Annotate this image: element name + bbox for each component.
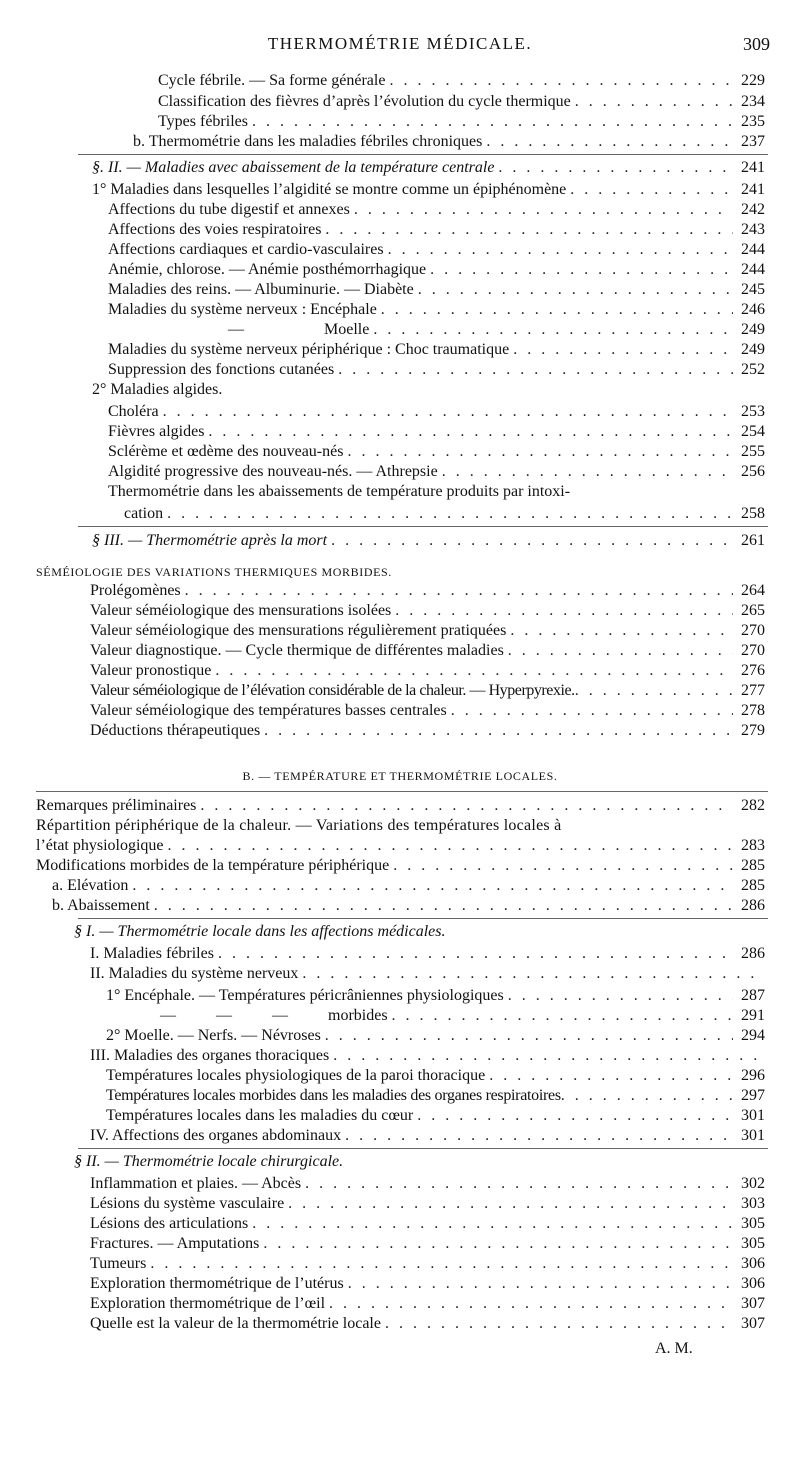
toc-entry: Algidité progressive des nouveau-nés. — Athrepsie . . . 256 [108, 462, 765, 482]
running-header [0, 34, 800, 56]
toc-entry: Anémie, chlorose. — Anémie posthémorrhagique . . . 244 [108, 260, 765, 280]
toc-entry: III. Maladies des organes thoraciques . . . [90, 1046, 765, 1066]
toc-entry: Modifications morbides de la température périphérique . . . 285 [36, 856, 765, 876]
divider [78, 918, 768, 919]
toc-entry: cation . . . 258 [124, 504, 765, 524]
toc-entry: Valeur séméiologique des mensurations isolées . . . 265 [90, 601, 765, 621]
toc-entry: b. Abaissement . . . 286 [52, 896, 765, 916]
toc-entry: Affections du tube digestif et annexes . . . 242 [108, 200, 765, 220]
toc-entry: Déductions thérapeutiques . . . 279 [90, 721, 765, 741]
section-entry: § II. — Thermométrie locale chirurgicale. [74, 1153, 344, 1170]
toc-entry: Maladies du système nerveux : Encéphale . . . 246 [108, 300, 765, 320]
toc-entry: I. Maladies fébriles . . . 286 [90, 944, 765, 964]
toc-entry: Températures locales physiologiques de la paroi thoracique . . . 296 [106, 1066, 765, 1086]
divider [78, 1148, 768, 1149]
toc-entry: Valeur séméiologique de l’élévation considérable de la chaleur. — Hyperpyrexie. . . . 277 [90, 681, 765, 701]
page-number: 309 [743, 34, 770, 54]
divider [78, 526, 768, 527]
running-title: THERMOMÉTRIE MÉDICALE. [267, 34, 533, 53]
toc-entry: 1° Encéphale. — Températures péricrâniennes physiologiques . . . 287 [106, 986, 765, 1006]
toc-entry: Températures locales dans les maladies du cœur . . . 301 [106, 1106, 765, 1126]
toc-entry: Fièvres algides . . . 254 [108, 422, 765, 442]
toc-entry: Classification des fièvres d’après l’évolution du cycle thermique . . . 234 [158, 92, 765, 112]
divider [36, 791, 768, 792]
toc-entry: Températures locales morbides dans les maladies des organes respiratoires . . . 297 [106, 1086, 765, 1106]
toc-entry: Choléra . . . 253 [108, 402, 765, 422]
toc-entry: Valeur séméiologique des températures basses centrales . . . 278 [90, 701, 765, 721]
toc-entry: Remarques préliminaires . . . 282 [36, 796, 765, 816]
toc-entry: Tumeurs . . . 306 [90, 1254, 765, 1274]
toc-entry-text: Répartition périphérique de la chaleur. — Variations des températures locales à [36, 817, 562, 834]
toc-entry: Maladies du système nerveux périphérique : Choc traumatique . . . 249 [108, 340, 765, 360]
toc-entry: Prolégomènes . . . 264 [90, 581, 765, 601]
toc-entry: 1° Maladies dans lesquelles l’algidité se montre comme un épiphénomène . . . 241 [92, 180, 765, 200]
toc-entry: Fractures. — Amputations . . . 305 [90, 1234, 765, 1254]
toc-entry: Exploration thermométrique de l’utérus . . . 306 [90, 1274, 765, 1294]
toc-entry: Lésions du système vasculaire . . . 303 [90, 1194, 765, 1214]
toc-entry: Maladies des reins. — Albuminurie. — Diabète . . . 245 [108, 280, 765, 300]
toc-entry: Suppression des fonctions cutanées . . . 252 [108, 360, 765, 380]
toc-entry: Exploration thermométrique de l’œil . . . 307 [90, 1294, 765, 1314]
toc-entry: Inflammation et plaies. — Abcès . . . 302 [90, 1174, 765, 1194]
toc-entry: b. Thermométrie dans les maladies fébriles chroniques . . . 237 [133, 132, 765, 152]
section-entry: § III. — Thermométrie après la mort . . . 261 [92, 531, 765, 551]
toc-entry: — — — morbides . . . 291 [160, 1006, 765, 1026]
divider [78, 154, 768, 155]
toc-entry: Sclérème et œdème des nouveau-nés . . . 255 [108, 442, 765, 462]
toc-entry: — Moelle . . . 249 [228, 320, 765, 340]
toc-entry-text: Thermométrie dans les abaissements de température produits par intoxi- [108, 483, 571, 500]
toc-entry: Valeur pronostique . . . 276 [90, 661, 765, 681]
toc-entry: Affections des voies respiratoires . . . 243 [108, 220, 765, 240]
toc-entry: Types fébriles . . . 235 [158, 112, 765, 132]
toc-entry: Lésions des articulations . . . 305 [90, 1214, 765, 1234]
toc-entry: Quelle est la valeur de la thermométrie locale . . . 307 [90, 1314, 765, 1334]
signature: A. M. [655, 1340, 693, 1357]
toc-entry: Valeur séméiologique des mensurations régulièrement pratiquées . . . 270 [90, 621, 765, 641]
toc-entry: a. Elévation . . . 285 [52, 876, 765, 896]
toc-heading: 2° Maladies algides. [92, 381, 223, 398]
toc-entry: Valeur diagnostique. — Cycle thermique de différentes maladies . . . 270 [90, 641, 765, 661]
toc-entry: IV. Affections des organes abdominaux . . . 301 [90, 1126, 765, 1146]
section-heading: B. — TEMPÉRATURE ET THERMOMÉTRIE LOCALES. [242, 769, 558, 783]
toc-entry: II. Maladies du système nerveux . . . [90, 964, 765, 984]
toc-entry: Cycle fébrile. — Sa forme générale . . . 229 [158, 71, 765, 91]
toc-entry: Affections cardiaques et cardio-vasculaires . . . 244 [108, 240, 765, 260]
toc-entry: l’état physiologique . . . 283 [36, 836, 765, 856]
section-heading: SÉMÉIOLOGIE DES VARIATIONS THERMIQUES MORBIDES. [36, 565, 392, 579]
section-entry: § I. — Thermométrie locale dans les affections médicales. [74, 923, 446, 940]
toc-entry: 2° Moelle. — Nerfs. — Névroses . . . 294 [106, 1026, 765, 1046]
section-entry: §. II. — Maladies avec abaissement de la température centrale . . . 241 [92, 158, 765, 178]
